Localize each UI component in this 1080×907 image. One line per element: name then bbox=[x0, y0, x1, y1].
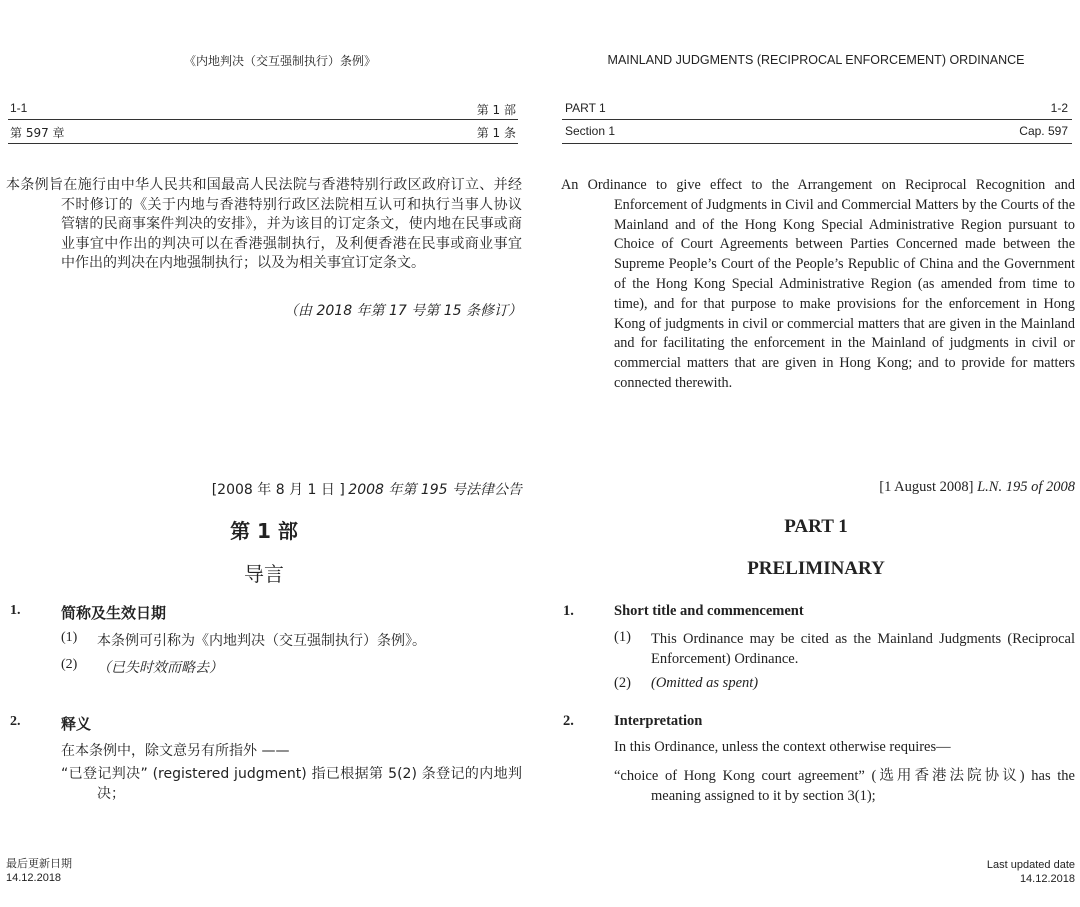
left-page-number: 1-1 bbox=[10, 101, 28, 115]
left-commencement-notice: 2008 年第 195 号法律公告 bbox=[348, 482, 522, 498]
left-s1-title: 简称及生效日期 bbox=[61, 604, 167, 622]
right-running-title: MAINLAND JUDGMENTS (RECIPROCAL ENFORCEMENT) ORDINANCE bbox=[607, 53, 1025, 67]
left-chapter-label: 第 597 章 bbox=[10, 126, 65, 140]
left-s2-title: 释义 bbox=[61, 715, 92, 733]
right-part-subheading: PRELIMINARY bbox=[747, 558, 885, 579]
left-footer bbox=[6, 857, 72, 885]
left-commencement bbox=[150, 479, 522, 499]
right-footer-label: Last updated date bbox=[986, 859, 1075, 871]
left-s2-definition: “已登记判决” (registered judgment) 指已根据第 5(2) 条登记的内地判决； bbox=[61, 766, 522, 802]
right-s1-number: 1. bbox=[563, 603, 574, 619]
right-s2-intro: In this Ordinance, unless the context otherwise requires— bbox=[614, 739, 951, 755]
left-part-heading: 第 1 部 bbox=[230, 519, 298, 543]
left-header-divider-2 bbox=[8, 143, 518, 144]
left-s1-sub1-text: 本条例可引称为《内地判决（交互强制执行）条例》。 bbox=[97, 633, 426, 649]
left-s2-intro: 在本条例中，除文意另有所指外 —— bbox=[61, 743, 290, 759]
right-page-number: 1-2 bbox=[1050, 101, 1068, 115]
left-section-label: 第 1 条 bbox=[476, 126, 516, 140]
right-header-divider-2 bbox=[562, 143, 1072, 144]
right-s1-sub2-number: (2) bbox=[614, 675, 631, 691]
right-commencement bbox=[700, 479, 1075, 496]
left-part-subheading: 导言 bbox=[244, 562, 284, 586]
left-footer-date: 14.12.2018 bbox=[6, 872, 62, 884]
left-s2-number: 2. bbox=[10, 714, 21, 729]
left-part-label: 第 1 部 bbox=[476, 103, 516, 117]
left-commencement-date: [2008 年 8 月 1 日 ] bbox=[211, 482, 345, 498]
right-s2-title: Interpretation bbox=[614, 713, 703, 729]
left-header-divider-1 bbox=[8, 119, 518, 120]
right-s1-sub1-number: (1) bbox=[614, 629, 631, 645]
left-amendment-note: （由 2018 年第 17 号第 15 条修订） bbox=[284, 303, 522, 319]
right-s1-title: Short title and commencement bbox=[614, 603, 804, 619]
left-s1-sub1-number: (1) bbox=[61, 630, 78, 645]
right-part-heading: PART 1 bbox=[784, 516, 848, 537]
left-running-title: 《内地判决（交互强制执行）条例》 bbox=[183, 54, 376, 68]
left-long-title: 本条例旨在施行由中华人民共和国最高人民法院与香港特别行政区政府订立、并经不时修订的《关于内地与香港特别行政区法院相互认可和执行当事人协议管辖的民商事案件判决的安排》，并为该目的订定条文，使内地在民事或商业事宜中作出的判决可以在香港强制执行，及利便香港在民事或商业事宜中作出的判决在内地强制执行；以及为相关事宜订定条文。 bbox=[6, 177, 522, 271]
right-long-title: An Ordinance to give effect to the Arrangement on Reciprocal Recognition and Enforcement of Judgments in Civil and Commercial Matters by the Courts of the Mainland and of the Hong Kong Special Administrative Region pursuant to Choice of Court Agreements between Parties Concerned made between the Supreme People’s Court of the People’s Republic of China and the Government of the Hong Kong Special Administrative Region (as amended from time to time), and for that purpose to make provisions for the enforcement in Hong Kong of judgments in civil or commercial matters that are given in the Mainland and for facilitating the enforcement in the Mainland of judgments in civil or commercial matters that are given in Hong Kong; and to provide for matters connected therewith. bbox=[561, 177, 1075, 391]
right-part-label: PART 1 bbox=[565, 101, 606, 115]
right-header-divider-1 bbox=[562, 119, 1072, 120]
right-chapter-label: Cap. 597 bbox=[1019, 124, 1068, 138]
right-footer-date: 14.12.2018 bbox=[1019, 873, 1075, 885]
left-s1-sub2-text: （已失时效而略去） bbox=[97, 660, 223, 676]
left-footer-label: 最后更新日期 bbox=[6, 857, 72, 870]
left-s1-sub2-number: (2) bbox=[61, 657, 78, 672]
right-s1-sub1-text: This Ordinance may be cited as the Mainland Judgments (Reciprocal Enforcement) Ordinance. bbox=[651, 631, 1075, 667]
right-commencement-date: [1 August 2008] bbox=[879, 479, 974, 495]
right-footer bbox=[900, 858, 1075, 886]
right-section-label: Section 1 bbox=[565, 124, 616, 138]
right-s2-number: 2. bbox=[563, 713, 574, 729]
right-s2-definition: “choice of Hong Kong court agreement” (选用香港法院协议) has the meaning assigned to it by section 3(1); bbox=[614, 768, 1075, 804]
right-commencement-notice: L.N. 195 of 2008 bbox=[977, 479, 1075, 495]
left-s1-number: 1. bbox=[10, 603, 21, 618]
right-s1-sub2-text: (Omitted as spent) bbox=[651, 675, 759, 691]
